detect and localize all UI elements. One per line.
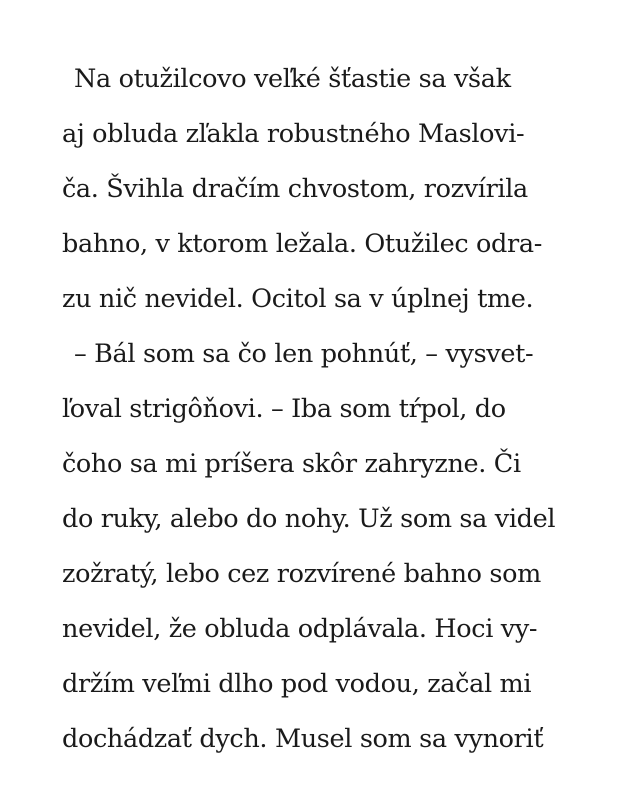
text-line-12: držím veľmi dlho pod vodou, začal mi	[62, 669, 532, 699]
text-line-11: nevidel, že obluda odplávala. Hoci vy-	[62, 614, 538, 644]
text-line-5: zu nič nevidel. Ocitol sa v úplnej tme.	[62, 284, 534, 314]
text-line-8: čoho sa mi príšera skôr zahryzne. Či	[62, 449, 521, 479]
text-line-1: Na otužilcovo veľké šťastie sa však	[74, 64, 511, 94]
text-line-9: do ruky, alebo do nohy. Už som sa videl	[62, 504, 556, 534]
text-line-4: bahno, v ktorom ležala. Otužilec odra-	[62, 229, 542, 259]
page-text	[62, 52, 582, 767]
text-line-3: ča. Švihla dračím chvostom, rozvírila	[62, 174, 528, 204]
text-line-6: – Bál som sa čo len pohnúť, – vysvet-	[74, 339, 534, 369]
text-line-13: dochádzať dych. Musel som sa vynoriť	[62, 724, 544, 754]
text-line-10: zožratý, lebo cez rozvírené bahno som	[62, 559, 541, 589]
text-line-7: ľoval strigôňovi. – Iba som tŕpol, do	[62, 394, 506, 424]
text-line-2: aj obluda zľakla robustného Maslovi-	[62, 119, 525, 149]
